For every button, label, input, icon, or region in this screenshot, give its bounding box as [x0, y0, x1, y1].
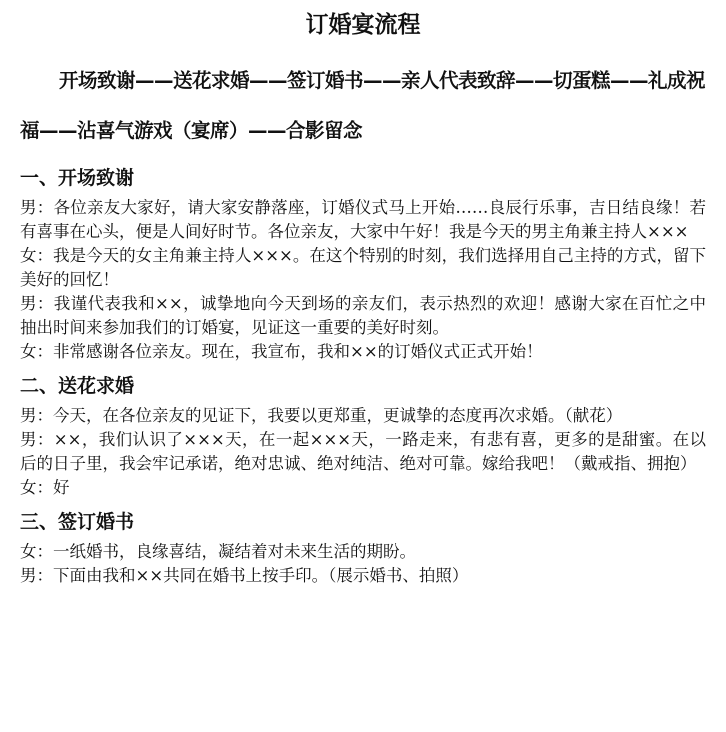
- paragraph: 男：下面由我和××共同在婚书上按手印。（展示婚书、拍照）: [20, 566, 469, 585]
- paragraph: 女：一纸婚书，良缘喜结，凝结着对未来生活的期盼。: [20, 542, 416, 561]
- paragraph: 女：我是今天的女主角兼主持人×××。在这个特别的时刻，我们选择用自己主持的方式，留下美好的回忆！: [20, 246, 706, 289]
- ceremony-flow: 开场致谢——送花求婚——签订婚书——亲人代表致辞——切蛋糕——礼成祝福——沾喜气游戏（宴席）——合影留念: [20, 69, 706, 142]
- paragraph: 男：各位亲友大家好，请大家安静落座，订婚仪式马上开始……良辰行乐事，吉日结良缘！若有喜事在心头，便是人间好时节。各位亲友，大家中午好！我是今天的男主角兼主持人×××: [20, 198, 706, 241]
- paragraph: 男：我谨代表我和××，诚挚地向今天到场的亲友们，表示热烈的欢迎！感谢大家在百忙之中抽出时间来参加我们的订婚宴，见证这一重要的美好时刻。: [20, 294, 706, 337]
- section-engagement-letter: [20, 508, 706, 588]
- section-body: [20, 404, 706, 500]
- section-proposal: [20, 372, 706, 500]
- section-opening: [20, 164, 706, 364]
- section-body: [20, 540, 706, 588]
- section-body: [20, 196, 706, 364]
- document-title: 订婚宴流程: [305, 12, 421, 38]
- section-heading: 一、开场致谢: [20, 167, 135, 189]
- paragraph: 男：××，我们认识了×××天，在一起×××天，一路走来，有悲有喜，更多的是甜蜜。在以后的日子里，我会牢记承诺，绝对忠诚、绝对纯洁、绝对可靠。嫁给我吧！（戴戒指、拥抱）: [20, 430, 706, 473]
- paragraph: 男：今天，在各位亲友的见证下，我要以更郑重，更诚挚的态度再次求婚。（献花）: [20, 406, 623, 425]
- section-heading: 二、送花求婚: [20, 375, 135, 397]
- section-heading: 三、签订婚书: [20, 511, 135, 533]
- paragraph: 女：非常感谢各位亲友。现在，我宣布，我和××的订婚仪式正式开始！: [20, 342, 543, 361]
- paragraph: 女：好: [20, 478, 70, 497]
